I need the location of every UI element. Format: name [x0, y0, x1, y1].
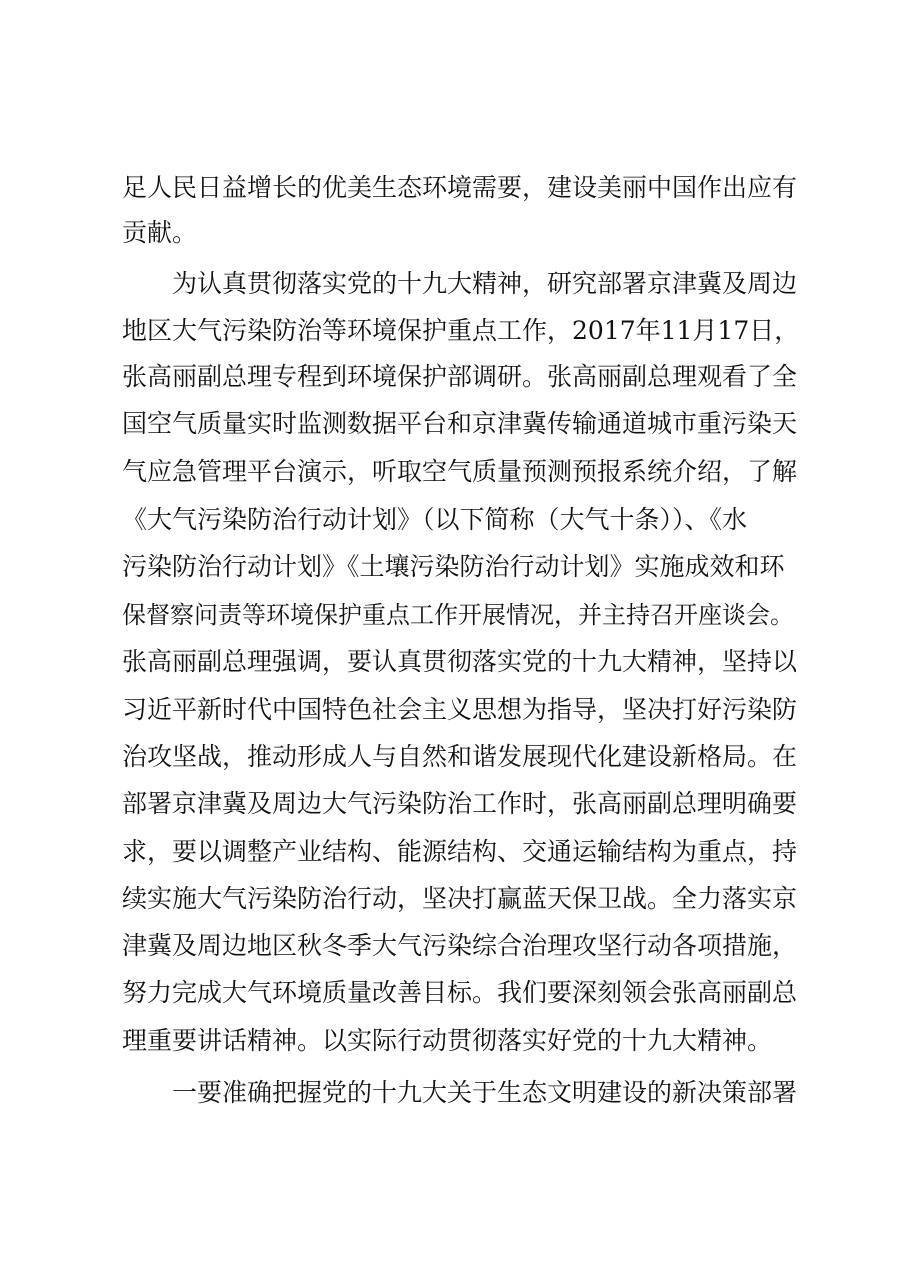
paragraph-2-line-4: 国空气质量实时监测数据平台和京津冀传输通道城市重污染天 — [122, 409, 798, 438]
paragraph-2-line-8: 保督察问责等环境保护重点工作开展情况，并主持召开座谈会。 — [122, 601, 794, 629]
paragraph-2-line-12: 部署京津冀及周边大气污染防治工作时，张高丽副总理明确要 — [122, 789, 798, 818]
paragraph-2-line-9: 张高丽副总理强调，要认真贯彻落实党的十九大精神，坚持以 — [122, 647, 798, 676]
paragraph-1-line-1: 足人民日益增长的优美生态环境需要，建设美丽中国作出应有 — [122, 173, 798, 202]
paragraph-2-line-14: 续实施大气污染防治行动，坚决打赢蓝天保卫战。全力落实京 — [122, 884, 798, 913]
paragraph-2-line-11: 治攻坚战，推动形成人与自然和谐发展现代化建设新格局。在 — [122, 742, 798, 771]
paragraph-2-line-17: 理重要讲话精神。以实际行动贯彻落实好党的十九大精神。 — [122, 1026, 773, 1055]
paragraph-2-line-5: 气应急管理平台演示，听取空气质量预测预报系统介绍，了解 — [122, 457, 798, 486]
paragraph-2-line-15: 津冀及周边地区秋冬季大气污染综合治理攻坚行动各项措施， — [122, 931, 798, 960]
paragraph-2-line-7: 污染防治行动计划》《土壤污染防治行动计划》实施成效和环 — [122, 552, 785, 581]
paragraph-2-line-6: 《大气污染防治行动计划》（以下简称（大气十条））、《水 — [122, 505, 748, 534]
paragraph-3-line-1: 一要准确把握党的十九大关于生态文明建设的新决策部署 — [172, 1078, 798, 1107]
paragraph-2-line-10: 习近平新时代中国特色社会主义思想为指导，坚决打好污染防 — [122, 695, 798, 724]
paragraph-2-line-3: 张高丽副总理专程到环境保护部调研。张高丽副总理观看了全 — [122, 362, 798, 391]
paragraph-1-line-2: 贡献。 — [122, 218, 198, 247]
paragraph-2-line-16: 努力完成大气环境质量改善目标。我们要深刻领会张高丽副总 — [122, 978, 798, 1007]
paragraph-2-line-1: 为认真贯彻落实党的十九大精神，研究部署京津冀及周边 — [172, 269, 798, 298]
paragraph-2-line-2: 地区大气污染防治等环境保护重点工作，2017年11月17日， — [122, 316, 800, 345]
paragraph-2-line-13: 求，要以调整产业结构、能源结构、交通运输结构为重点，持 — [122, 837, 798, 866]
